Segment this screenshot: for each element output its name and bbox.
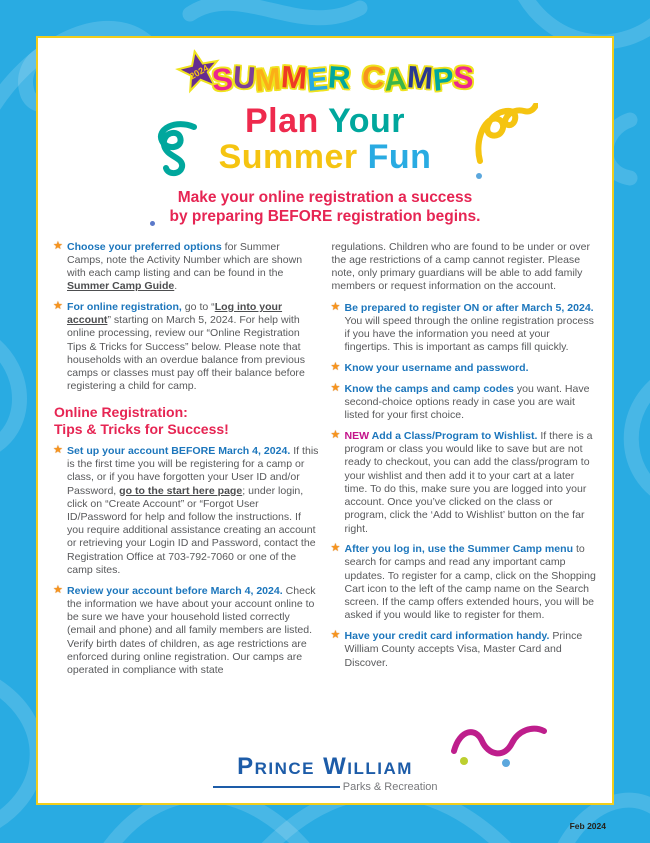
text-run: Check the information we have about your account online to be sure we have your household listed correctly (email and phone) and all family members are listed. Verify birth dates of children, as age restrictions are enforced during online registration. Our camps are operated in compliance with state [67, 584, 316, 677]
star-bullet-icon: ★ [330, 542, 341, 555]
text-run: for Summer Camps, note the Activity Number which are shown with each camp listing and can be found in the [67, 240, 303, 280]
subtitle [54, 189, 596, 227]
logo-rule [213, 786, 340, 788]
star-bullet-icon: ★ [53, 583, 63, 596]
subtitle-line2: by preparing BEFORE registration begins. [169, 207, 481, 225]
logo-letter: M [279, 59, 309, 96]
logo-letter: A [382, 61, 409, 98]
text-run: Know your username and password. [344, 361, 529, 374]
left-column [54, 241, 319, 685]
teal-squiggle-icon [146, 121, 198, 179]
logo-letter: M [405, 59, 434, 96]
text-run: ” starting on March 5, 2024. For help with online processing, review our “Online Registration Tips & Tricks for Success” below. Please note that households with an overdue balance from previous camps or classes must pay off their balance before registering a child for camp. [67, 314, 306, 393]
logo-letter: M [253, 60, 283, 99]
link-text[interactable]: Log into your account [67, 301, 283, 327]
tip-item [54, 585, 319, 678]
text-run: You will speed through the online registration process if you have the information you need at your fingertips. This is important as camps fill quickly. [344, 314, 594, 354]
tip-item [332, 630, 597, 670]
tip-item [332, 430, 597, 536]
link-text[interactable]: Summer Camp Guide [67, 280, 175, 293]
text-run: Choose your preferred options [67, 240, 222, 253]
logo-letters [210, 59, 476, 99]
logo-letter: E [305, 61, 330, 98]
right-column [332, 241, 597, 685]
text-run: Be prepared to register ON or after March 5, 2024. [344, 301, 594, 314]
tip-item [332, 302, 597, 355]
year-badge-label: 2024 [187, 62, 211, 82]
text-run: If this is the first time you will be registering for a camp or class, or if you have forgotten your User ID and/or Password, [67, 444, 319, 497]
text-run: If there is a program or class you would like to save but are not ready to checkout, you can add the class/program to your wishlist and then add it to your cart at a later time. To do this, make sure you are logged into your account. Once you’ve clicked on the class or program, click the ‘Add to Wishlist’ button on the far right. [344, 429, 593, 535]
star-bullet-icon: ★ [53, 443, 63, 456]
text-run: Set up your account BEFORE March 4, 2024. [67, 444, 291, 457]
text-run: go to “ [181, 301, 215, 313]
text-paragraph [332, 241, 597, 294]
title-word: Plan [244, 102, 329, 140]
section-heading-line: Tips & Tricks for Success! [54, 420, 229, 437]
text-run: regulations. Children who are found to be under or over the age restrictions of a camp cannot register. Please note, only primary guardians will be able to add family members or request information on the account. [331, 240, 591, 293]
text-run: After you log in, use the Summer Camp menu [344, 543, 574, 556]
logo-letter: S [210, 61, 235, 98]
star-bullet-icon: ★ [330, 381, 341, 394]
logo-letter: R [326, 59, 352, 96]
text-run: you want. Have second-choice options ready in case you are wait listed for your first choice. [344, 382, 590, 422]
title-word: Your [328, 102, 406, 140]
flyer-page [36, 36, 614, 805]
star-bullet-icon: ★ [53, 239, 63, 252]
tip-item [332, 383, 597, 423]
star-bullet-icon: ★ [330, 629, 341, 642]
logo-letter: C [360, 59, 386, 96]
logo-tagline: Parks & Recreation [342, 781, 438, 793]
footer-date: Feb 2024 [569, 821, 606, 831]
text-run: . [174, 280, 178, 293]
title-word: Summer [218, 138, 368, 177]
text-run: NEW [344, 429, 370, 442]
star-bullet-icon: ★ [330, 300, 341, 313]
title-word: Fun [367, 138, 432, 177]
text-run: Add a Class/Program to Wishlist. [369, 429, 538, 442]
summer-camps-logo [54, 49, 596, 99]
confetti-dot [150, 221, 155, 226]
subtitle-line1: Make your online registration a success [177, 188, 473, 206]
star-bullet-icon: ★ [53, 300, 63, 312]
text-run: Have your credit card information handy. [344, 630, 550, 643]
section-heading-line: Online Registration: [54, 403, 188, 420]
logo-letter: S [452, 59, 476, 96]
logo-name: Prince William [237, 753, 413, 780]
text-run: ; under login, click on “Create Account” or “Forgot User ID/Password for help and follow the instructions. If you require additional assistance creating an account or retrieving your Login ID and Password, contact the Registration Office at 703-792-7060 or one of the camp sites. [67, 484, 316, 576]
yellow-squiggle-icon [472, 103, 538, 165]
star-bullet-icon: ★ [330, 428, 341, 441]
text-run: to search for camps and read any important camp updates. To register for a camp, click on the Shopping Cart icon to the left of the camp name on the Search screen. If the camp offers extended hours, you will be asked if you would like to register for them. [344, 543, 596, 622]
tip-item [54, 445, 319, 577]
prince-william-logo [38, 755, 612, 793]
logo-letter: U [231, 59, 257, 96]
logo-letter: P [431, 61, 455, 98]
text-run: Know the camps and camp codes [344, 382, 514, 395]
confetti-dot [476, 173, 482, 179]
tips-columns [54, 241, 596, 685]
text-run: Prince William County accepts Visa, Master Card and Discover. [344, 630, 583, 669]
logo-tagline-row [213, 781, 438, 793]
link-text[interactable]: go to the start here page [119, 484, 243, 497]
text-run: For online registration, [67, 301, 182, 313]
tip-item [54, 241, 319, 294]
title-block [54, 103, 596, 176]
tip-item [54, 301, 319, 394]
tip-item [332, 543, 597, 622]
tip-item [332, 362, 597, 375]
text-run: Review your account before March 4, 2024. [67, 584, 283, 597]
section-heading [54, 404, 319, 438]
star-bullet-icon: ★ [330, 360, 341, 373]
